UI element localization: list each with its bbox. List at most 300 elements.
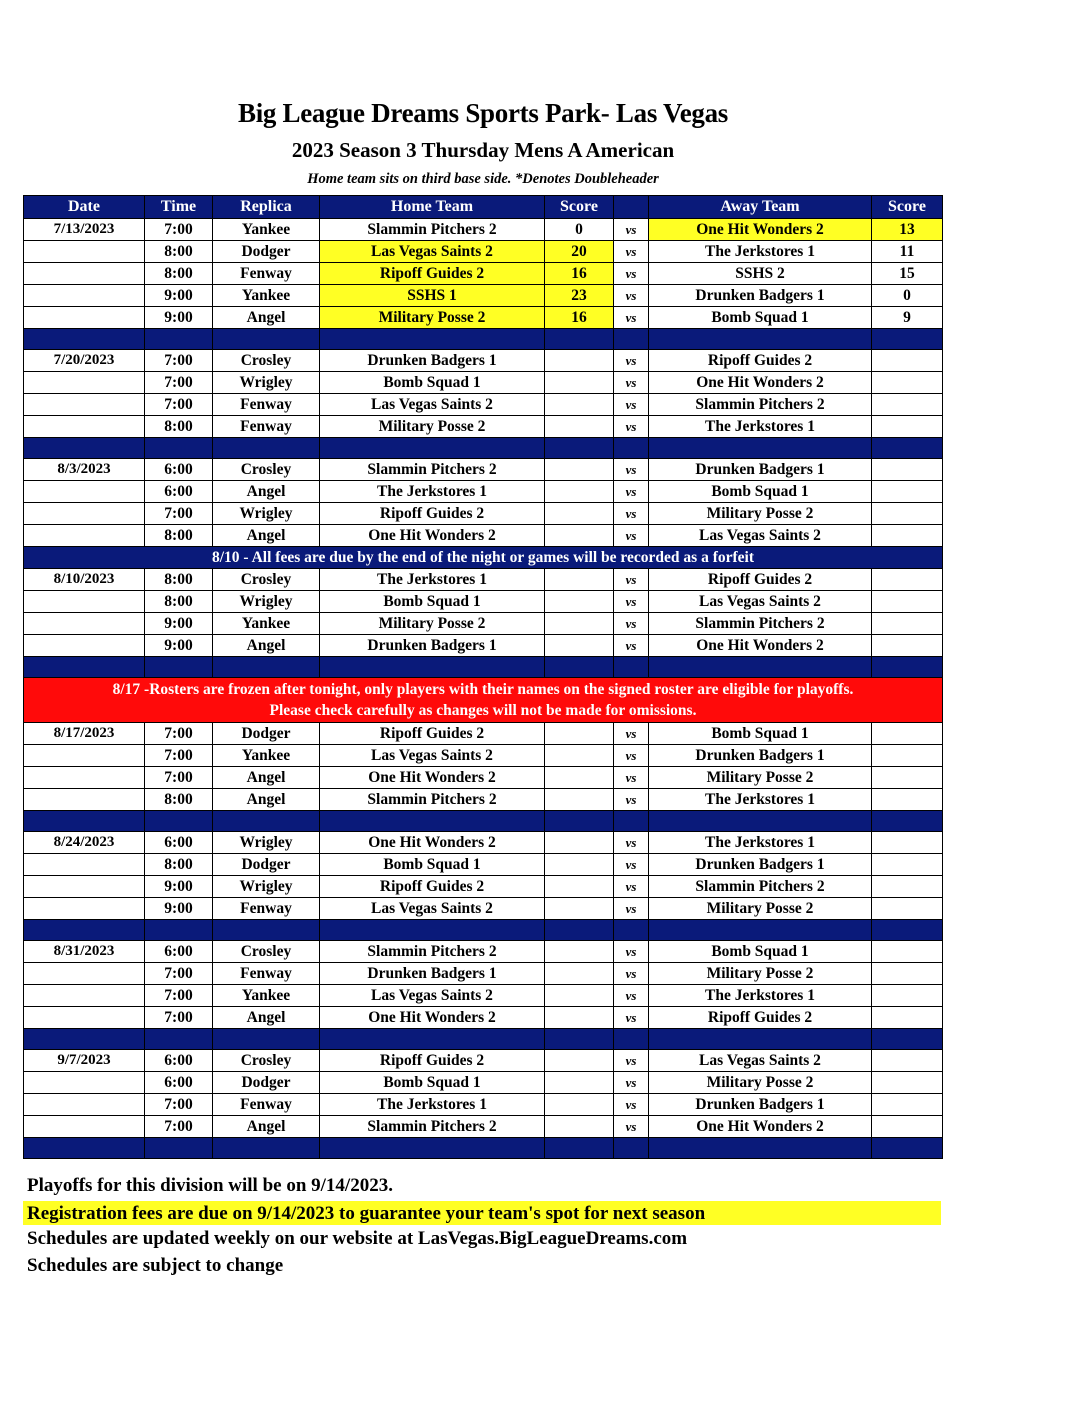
alert-cell	[24, 678, 943, 723]
vs-label: vs	[614, 723, 649, 745]
separator-cell	[320, 1138, 545, 1159]
vs-label: vs	[614, 1072, 649, 1094]
game-date: 8/10/2023	[24, 569, 145, 591]
game-time: 8:00	[145, 263, 213, 285]
separator-cell	[545, 1138, 614, 1159]
separator-row	[24, 920, 943, 941]
home-team: One Hit Wonders 2	[320, 1007, 545, 1029]
vs-label: vs	[614, 591, 649, 613]
game-field: Dodger	[213, 723, 320, 745]
vs-label: vs	[614, 941, 649, 963]
away-score	[872, 1094, 943, 1116]
home-score	[545, 503, 614, 525]
away-score	[872, 635, 943, 657]
away-team: Slammin Pitchers 2	[649, 876, 872, 898]
home-score	[545, 789, 614, 811]
home-team: Bomb Squad 1	[320, 372, 545, 394]
game-field: Fenway	[213, 963, 320, 985]
vs-label: vs	[614, 1116, 649, 1138]
away-team: One Hit Wonders 2	[649, 635, 872, 657]
separator-cell	[213, 1029, 320, 1050]
game-date	[24, 985, 145, 1007]
game-date: 8/31/2023	[24, 941, 145, 963]
separator-cell	[545, 1029, 614, 1050]
home-team: Bomb Squad 1	[320, 591, 545, 613]
away-team: Drunken Badgers 1	[649, 1094, 872, 1116]
game-row	[24, 767, 943, 789]
game-time: 9:00	[145, 307, 213, 329]
game-row	[24, 941, 943, 963]
game-field: Angel	[213, 307, 320, 329]
home-score	[545, 1050, 614, 1072]
away-score	[872, 613, 943, 635]
separator-cell	[213, 1138, 320, 1159]
header-time: Time	[145, 196, 213, 219]
away-score	[872, 898, 943, 920]
game-row	[24, 394, 943, 416]
vs-label: vs	[614, 459, 649, 481]
home-team: The Jerkstores 1	[320, 1094, 545, 1116]
game-field: Dodger	[213, 1072, 320, 1094]
game-time: 7:00	[145, 767, 213, 789]
home-score	[545, 459, 614, 481]
game-date	[24, 372, 145, 394]
separator-cell	[213, 657, 320, 678]
game-date	[24, 481, 145, 503]
game-time: 7:00	[145, 219, 213, 241]
separator-cell	[872, 657, 943, 678]
game-field: Crosley	[213, 350, 320, 372]
home-team: Military Posse 2	[320, 416, 545, 438]
separator-cell	[649, 1138, 872, 1159]
vs-label: vs	[614, 394, 649, 416]
home-score	[545, 832, 614, 854]
away-score	[872, 1050, 943, 1072]
game-time: 8:00	[145, 569, 213, 591]
game-time: 7:00	[145, 394, 213, 416]
away-score	[872, 503, 943, 525]
separator-cell	[24, 438, 145, 459]
home-score: 16	[545, 307, 614, 329]
away-score: 11	[872, 241, 943, 263]
game-field: Wrigley	[213, 591, 320, 613]
separator-row	[24, 438, 943, 459]
away-team: The Jerkstores 1	[649, 789, 872, 811]
vs-label: vs	[614, 219, 649, 241]
separator-cell	[872, 1029, 943, 1050]
game-field: Angel	[213, 789, 320, 811]
disclaimer-note: Schedules are subject to change	[27, 1255, 284, 1276]
alert-row	[24, 678, 943, 723]
game-date	[24, 591, 145, 613]
game-field: Angel	[213, 1116, 320, 1138]
home-score	[545, 723, 614, 745]
vs-label: vs	[614, 569, 649, 591]
game-date	[24, 854, 145, 876]
game-field: Fenway	[213, 898, 320, 920]
header-row	[24, 196, 943, 219]
away-score	[872, 985, 943, 1007]
game-row	[24, 285, 943, 307]
separator-row	[24, 329, 943, 350]
away-score	[872, 876, 943, 898]
separator-cell	[213, 329, 320, 350]
away-score	[872, 1007, 943, 1029]
game-field: Yankee	[213, 613, 320, 635]
away-team: One Hit Wonders 2	[649, 219, 872, 241]
separator-cell	[649, 1029, 872, 1050]
game-row	[24, 569, 943, 591]
away-score	[872, 1116, 943, 1138]
game-time: 7:00	[145, 503, 213, 525]
game-field: Crosley	[213, 1050, 320, 1072]
game-row	[24, 1094, 943, 1116]
home-score	[545, 1072, 614, 1094]
separator-cell	[872, 1138, 943, 1159]
playoffs-note: Playoffs for this division will be on 9/14/2023.	[27, 1175, 393, 1196]
away-team: Slammin Pitchers 2	[649, 394, 872, 416]
game-row	[24, 613, 943, 635]
game-time: 6:00	[145, 1072, 213, 1094]
separator-cell	[320, 920, 545, 941]
away-team: The Jerkstores 1	[649, 416, 872, 438]
game-time: 6:00	[145, 832, 213, 854]
away-score	[872, 459, 943, 481]
schedule-body	[24, 219, 943, 1159]
away-team: Las Vegas Saints 2	[649, 591, 872, 613]
away-score	[872, 723, 943, 745]
home-score	[545, 767, 614, 789]
home-score: 0	[545, 219, 614, 241]
away-team: Ripoff Guides 2	[649, 1007, 872, 1029]
game-field: Angel	[213, 1007, 320, 1029]
away-team: Las Vegas Saints 2	[649, 525, 872, 547]
home-team: Slammin Pitchers 2	[320, 1116, 545, 1138]
home-score	[545, 635, 614, 657]
game-time: 9:00	[145, 898, 213, 920]
game-row	[24, 985, 943, 1007]
game-field: Yankee	[213, 285, 320, 307]
home-team: Bomb Squad 1	[320, 854, 545, 876]
game-time: 7:00	[145, 745, 213, 767]
game-field: Crosley	[213, 459, 320, 481]
game-time: 7:00	[145, 985, 213, 1007]
header-replica: Replica	[213, 196, 320, 219]
header-date: Date	[24, 196, 145, 219]
game-date	[24, 1094, 145, 1116]
separator-cell	[614, 920, 649, 941]
separator-cell	[872, 920, 943, 941]
game-time: 7:00	[145, 723, 213, 745]
header-away-score: Score	[872, 196, 943, 219]
game-time: 9:00	[145, 285, 213, 307]
separator-cell	[320, 811, 545, 832]
away-score: 13	[872, 219, 943, 241]
vs-label: vs	[614, 372, 649, 394]
away-team: The Jerkstores 1	[649, 832, 872, 854]
away-score	[872, 350, 943, 372]
home-team: Ripoff Guides 2	[320, 1050, 545, 1072]
separator-cell	[649, 329, 872, 350]
away-score	[872, 745, 943, 767]
home-team: Las Vegas Saints 2	[320, 898, 545, 920]
game-time: 7:00	[145, 1007, 213, 1029]
header-home-team: Home Team	[320, 196, 545, 219]
notice-text: 8/10 - All fees are due by the end of the night or games will be recorded as a forfeit	[24, 547, 943, 569]
home-team: Ripoff Guides 2	[320, 503, 545, 525]
away-team: Slammin Pitchers 2	[649, 613, 872, 635]
game-time: 6:00	[145, 1050, 213, 1072]
game-row	[24, 854, 943, 876]
game-row	[24, 745, 943, 767]
game-field: Fenway	[213, 416, 320, 438]
home-team: Bomb Squad 1	[320, 1072, 545, 1094]
home-score: 16	[545, 263, 614, 285]
home-team: Drunken Badgers 1	[320, 635, 545, 657]
schedule-table	[23, 195, 943, 1159]
game-row	[24, 1072, 943, 1094]
separator-cell	[872, 329, 943, 350]
vs-label: vs	[614, 963, 649, 985]
game-time: 6:00	[145, 481, 213, 503]
website-note: Schedules are updated weekly on our website at LasVegas.BigLeagueDreams.com	[27, 1228, 688, 1249]
game-field: Wrigley	[213, 503, 320, 525]
game-row	[24, 459, 943, 481]
away-team: One Hit Wonders 2	[649, 1116, 872, 1138]
separator-row	[24, 811, 943, 832]
separator-cell	[24, 811, 145, 832]
separator-cell	[320, 657, 545, 678]
away-team: Ripoff Guides 2	[649, 569, 872, 591]
vs-label: vs	[614, 898, 649, 920]
separator-cell	[614, 329, 649, 350]
game-time: 7:00	[145, 963, 213, 985]
home-score	[545, 1094, 614, 1116]
header-home-score: Score	[545, 196, 614, 219]
home-score	[545, 1007, 614, 1029]
game-field: Fenway	[213, 1094, 320, 1116]
home-team: Las Vegas Saints 2	[320, 985, 545, 1007]
away-team: Drunken Badgers 1	[649, 459, 872, 481]
header-away-team: Away Team	[649, 196, 872, 219]
game-row	[24, 525, 943, 547]
game-row	[24, 898, 943, 920]
game-field: Fenway	[213, 263, 320, 285]
home-team: Slammin Pitchers 2	[320, 789, 545, 811]
game-date	[24, 613, 145, 635]
separator-cell	[213, 438, 320, 459]
separator-cell	[145, 1029, 213, 1050]
game-date: 9/7/2023	[24, 1050, 145, 1072]
game-row	[24, 241, 943, 263]
away-team: The Jerkstores 1	[649, 985, 872, 1007]
away-score: 9	[872, 307, 943, 329]
home-score	[545, 1116, 614, 1138]
game-time: 8:00	[145, 789, 213, 811]
game-row	[24, 350, 943, 372]
game-date	[24, 263, 145, 285]
away-score	[872, 941, 943, 963]
vs-label: vs	[614, 789, 649, 811]
separator-cell	[614, 811, 649, 832]
home-score: 23	[545, 285, 614, 307]
game-row	[24, 1007, 943, 1029]
separator-row	[24, 657, 943, 678]
away-team: Las Vegas Saints 2	[649, 1050, 872, 1072]
home-score	[545, 941, 614, 963]
game-time: 8:00	[145, 525, 213, 547]
game-date	[24, 241, 145, 263]
separator-cell	[545, 811, 614, 832]
schedule-note: Home team sits on third base side. *Denotes Doubleheader	[307, 171, 659, 187]
game-time: 7:00	[145, 1116, 213, 1138]
separator-cell	[614, 657, 649, 678]
game-row	[24, 481, 943, 503]
game-time: 6:00	[145, 941, 213, 963]
away-score	[872, 591, 943, 613]
home-team: SSHS 1	[320, 285, 545, 307]
vs-label: vs	[614, 481, 649, 503]
home-score	[545, 854, 614, 876]
game-time: 8:00	[145, 854, 213, 876]
vs-label: vs	[614, 1050, 649, 1072]
game-field: Angel	[213, 767, 320, 789]
separator-cell	[145, 657, 213, 678]
home-score	[545, 898, 614, 920]
separator-cell	[320, 438, 545, 459]
game-row	[24, 372, 943, 394]
away-team: Bomb Squad 1	[649, 723, 872, 745]
separator-cell	[24, 920, 145, 941]
vs-label: vs	[614, 832, 649, 854]
home-score	[545, 525, 614, 547]
home-team: Slammin Pitchers 2	[320, 459, 545, 481]
vs-label: vs	[614, 525, 649, 547]
home-team: One Hit Wonders 2	[320, 525, 545, 547]
vs-label: vs	[614, 350, 649, 372]
vs-label: vs	[614, 241, 649, 263]
separator-cell	[213, 811, 320, 832]
game-date: 8/17/2023	[24, 723, 145, 745]
vs-label: vs	[614, 613, 649, 635]
home-team: The Jerkstores 1	[320, 569, 545, 591]
away-score	[872, 525, 943, 547]
home-team: Drunken Badgers 1	[320, 963, 545, 985]
away-score	[872, 416, 943, 438]
home-score	[545, 613, 614, 635]
separator-cell	[320, 329, 545, 350]
away-team: Military Posse 2	[649, 767, 872, 789]
home-team: Military Posse 2	[320, 613, 545, 635]
home-team: One Hit Wonders 2	[320, 767, 545, 789]
game-date	[24, 963, 145, 985]
separator-cell	[872, 811, 943, 832]
page-title: Big League Dreams Sports Park- Las Vegas	[237, 98, 729, 128]
home-score	[545, 350, 614, 372]
away-score	[872, 832, 943, 854]
away-team: Military Posse 2	[649, 963, 872, 985]
vs-label: vs	[614, 876, 649, 898]
vs-label: vs	[614, 285, 649, 307]
game-row	[24, 876, 943, 898]
game-date	[24, 767, 145, 789]
away-team: Drunken Badgers 1	[649, 285, 872, 307]
vs-label: vs	[614, 985, 649, 1007]
home-team: Las Vegas Saints 2	[320, 394, 545, 416]
away-score	[872, 394, 943, 416]
notice-row	[24, 547, 943, 569]
separator-cell	[649, 920, 872, 941]
game-field: Crosley	[213, 569, 320, 591]
separator-cell	[872, 438, 943, 459]
game-field: Yankee	[213, 745, 320, 767]
game-row	[24, 307, 943, 329]
home-team: Drunken Badgers 1	[320, 350, 545, 372]
separator-cell	[145, 329, 213, 350]
home-score	[545, 745, 614, 767]
separator-cell	[649, 811, 872, 832]
home-team: Ripoff Guides 2	[320, 723, 545, 745]
vs-label: vs	[614, 503, 649, 525]
separator-cell	[145, 920, 213, 941]
away-score: 15	[872, 263, 943, 285]
home-score: 20	[545, 241, 614, 263]
home-score	[545, 481, 614, 503]
separator-row	[24, 1138, 943, 1159]
separator-cell	[545, 438, 614, 459]
game-row	[24, 416, 943, 438]
game-field: Angel	[213, 635, 320, 657]
vs-label: vs	[614, 767, 649, 789]
game-date: 7/13/2023	[24, 219, 145, 241]
game-date	[24, 285, 145, 307]
away-team: Bomb Squad 1	[649, 481, 872, 503]
game-field: Fenway	[213, 394, 320, 416]
game-field: Crosley	[213, 941, 320, 963]
home-team: Las Vegas Saints 2	[320, 745, 545, 767]
game-date	[24, 635, 145, 657]
away-score	[872, 789, 943, 811]
alert-line-1: 8/17 -Rosters are frozen after tonight, only players with their names on the signed roster are eligible for playoffs.	[112, 681, 854, 698]
game-date	[24, 503, 145, 525]
game-time: 7:00	[145, 372, 213, 394]
game-time: 9:00	[145, 613, 213, 635]
alert-line-2: Please check carefully as changes will not be made for omissions.	[269, 702, 697, 719]
separator-cell	[145, 1138, 213, 1159]
registration-note: Registration fees are due on 9/14/2023 to guarantee your team's spot for next season	[23, 1201, 941, 1225]
vs-label: vs	[614, 416, 649, 438]
away-team: Military Posse 2	[649, 898, 872, 920]
vs-label: vs	[614, 263, 649, 285]
separator-cell	[545, 920, 614, 941]
home-team: One Hit Wonders 2	[320, 832, 545, 854]
away-team: One Hit Wonders 2	[649, 372, 872, 394]
separator-cell	[649, 438, 872, 459]
away-team: The Jerkstores 1	[649, 241, 872, 263]
home-score	[545, 985, 614, 1007]
game-time: 8:00	[145, 241, 213, 263]
home-score	[545, 963, 614, 985]
game-field: Dodger	[213, 241, 320, 263]
game-time: 9:00	[145, 876, 213, 898]
separator-cell	[24, 657, 145, 678]
game-date	[24, 1072, 145, 1094]
game-field: Wrigley	[213, 876, 320, 898]
home-score	[545, 394, 614, 416]
home-score	[545, 876, 614, 898]
away-score	[872, 481, 943, 503]
separator-cell	[145, 811, 213, 832]
